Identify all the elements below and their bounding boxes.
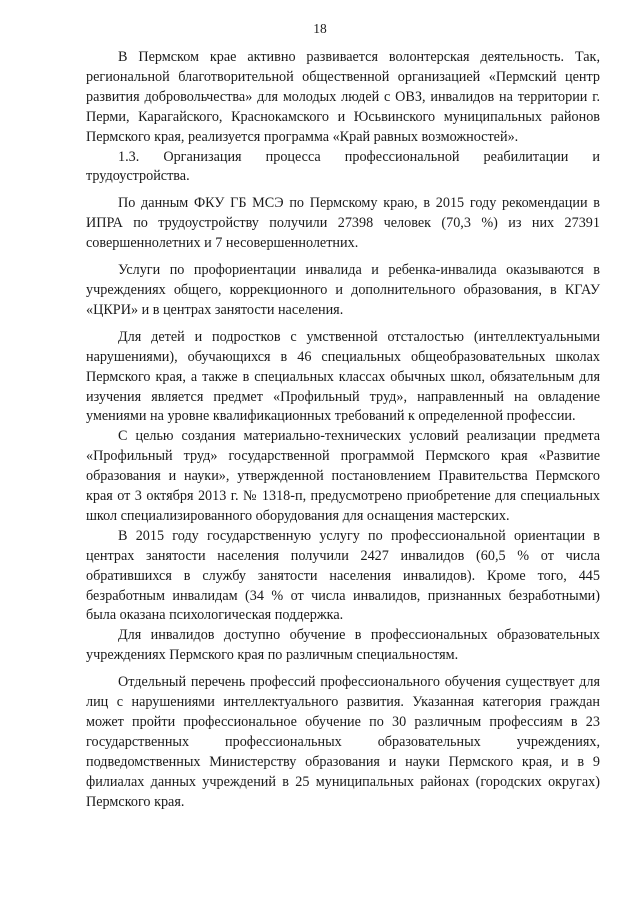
- page-number: 18: [313, 21, 327, 36]
- document-body: [86, 48, 600, 813]
- section-heading-1-3: 1.3. Организация процесса профессиональной реабилитации и трудоустройства.: [86, 148, 600, 185]
- paragraph-special-schools: Для детей и подростков с умственной отсталостью (интеллектуальными нарушениями), обучающихся в 46 специальных общеобразовательных школах Пермского края, а также в специальных классах обычных школ, обязательным для изучения является предмет «Профильный труд», направленный на овладение умениями на уровне квалификационных требований к определенной профессии.: [86, 328, 600, 425]
- paragraph-equipment-program: С целью создания материально-технических условий реализации предмета «Профильный труд» государственной программой Пермского края «Развитие образования и науки», утвержденной постановлением Правительства Пермского края от 3 октября 2013 г. № 1318-п, предусмотрено приобретение для специальных школ специализированного оборудования для оснащения мастерских.: [86, 428, 600, 524]
- paragraph-ipra-employment: По данным ФКУ ГБ МСЭ по Пермскому краю, в 2015 году рекомендации в ИПРА по трудоустройству получили 27398 человек (70,3 %) из них 27391 совершеннолетних и 7 несовершеннолетних.: [86, 195, 600, 252]
- paragraph-intellectual-disabilities: Отдельный перечень профессий профессионального обучения существует для лиц с нарушениями интеллектуального развития. Указанная категория граждан может пройти профессиональное обучение по 30 различным профессиям в 23 государственных профессиональных образовательных учреждениях, подведомственных Министерству образования и науки Пермского края, и в 9 филиалах данных учреждений в 25 муниципальных районах (городских округах) Пермского края.: [86, 674, 600, 810]
- paragraph-career-guidance: Услуги по профориентации инвалида и ребенка-инвалида оказываются в учреждениях общего, коррекционного и дополнительного образования, в КГАУ «ЦКРИ» и в центрах занятости населения.: [86, 262, 600, 318]
- paragraph-professional-education: Для инвалидов доступно обучение в профессиональных образовательных учреждениях Пермского края по различным специальностям.: [86, 627, 600, 664]
- paragraph-volunteering: В Пермском крае активно развивается волонтерская деятельность. Так, региональной благотворительной общественной организацией «Пермский центр развития добровольчества» для молодых людей с ОВЗ, инвалидов на территории г. Перми, Карагайского, Краснокамского и Юсьвинского муниципальных районов Пермского края, реализуется программа «Край равных возможностей».: [86, 49, 600, 145]
- paragraph-employment-centers: В 2015 году государственную услугу по профессиональной ориентации в центрах занятости населения получили 2427 инвалидов (60,5 % от числа обратившихся в службу занятости населения инвалидов). Кроме того, 445 безработным инвалидам (34 % от числа инвалидов, признанных безработными) была оказана психологическая поддержка.: [86, 527, 600, 624]
